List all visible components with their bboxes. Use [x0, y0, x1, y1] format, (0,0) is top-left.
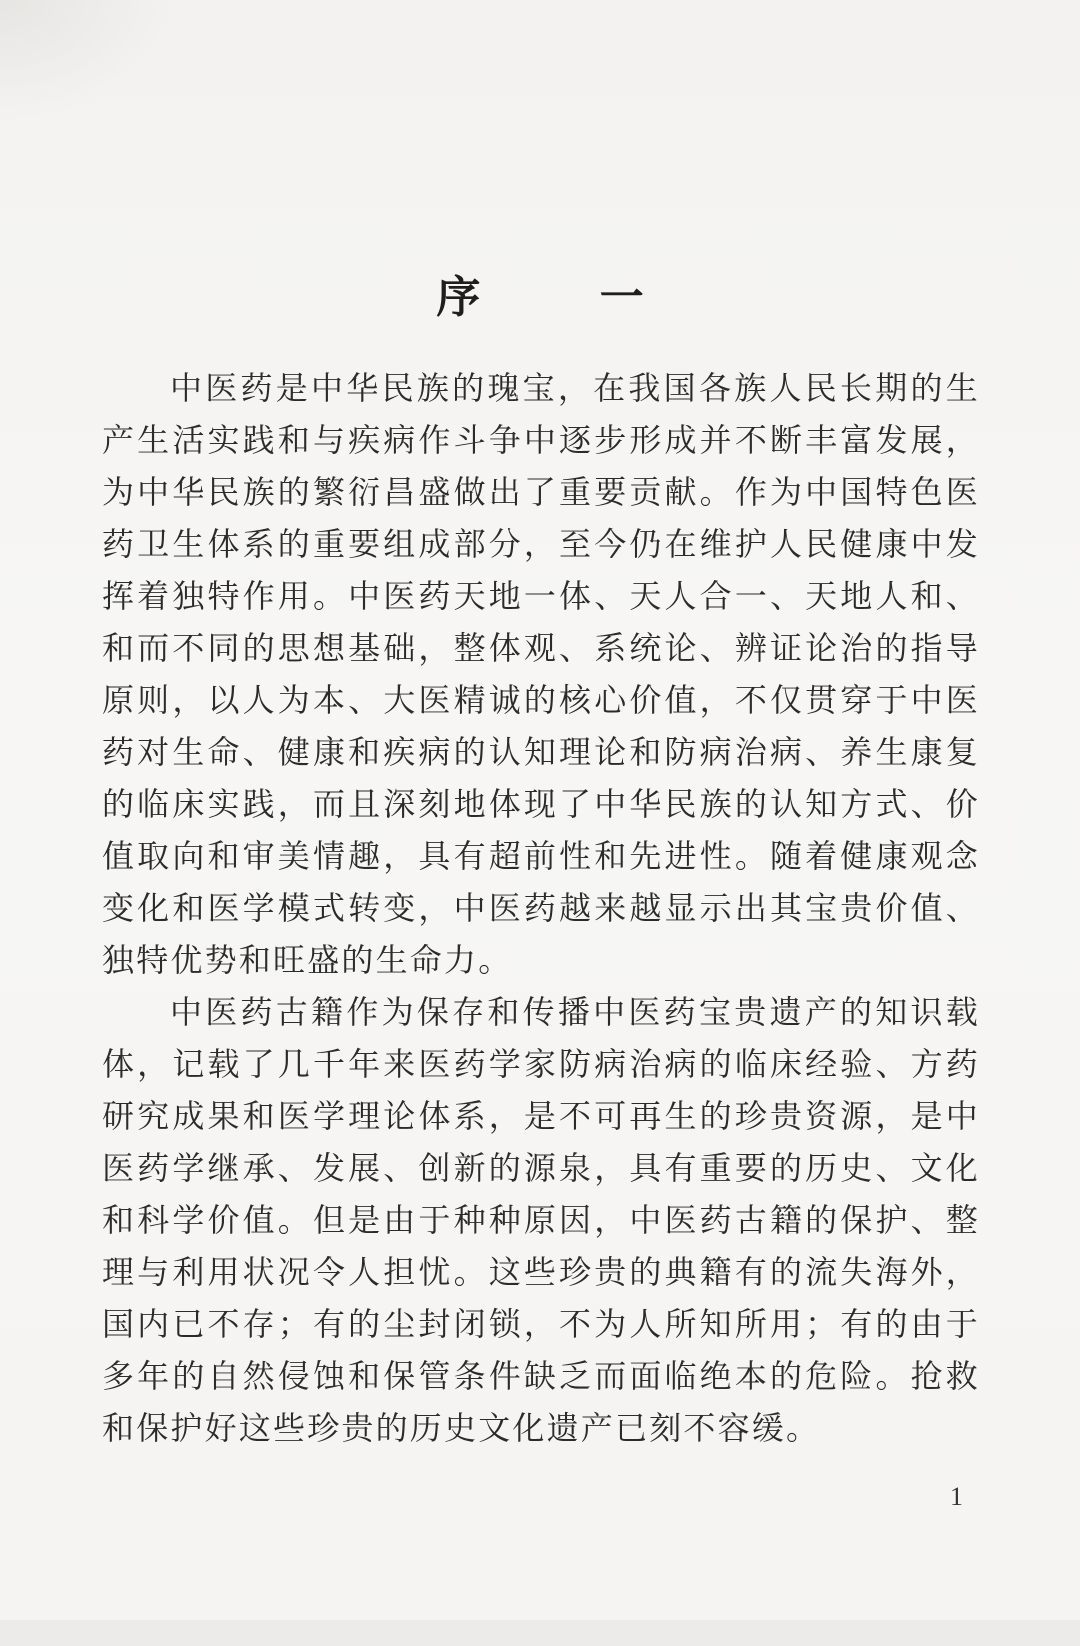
page-bottom-edge [0, 1620, 1080, 1646]
paragraph-1: 中医药是中华民族的瑰宝，在我国各族人民长期的生产生活实践和与疾病作斗争中逐步形成并不断丰富发展，为中华民族的繁衍昌盛做出了重要贡献。作为中国特色医药卫生体系的重要组成部分，至今仍在维护人民健康中发挥着独特作用。中医药天地一体、天人合一、天地人和、和而不同的思想基础，整体观、系统论、辨证论治的指导原则，以人为本、大医精诚的核心价值，不仅贯穿于中医药对生命、健康和疾病的认知理论和防病治病、养生康复的临床实践，而且深刻地体现了中华民族的认知方式、价值取向和审美情趣，具有超前性和先进性。随着健康观念变化和医学模式转变，中医药越来越显示出其宝贵价值、独特优势和旺盛的生命力。 [102, 369, 980, 979]
paragraph-2: 中医药古籍作为保存和传播中医药宝贵遗产的知识载体，记载了几千年来医药学家防病治病的临床经验、方药研究成果和医学理论体系，是不可再生的珍贵资源，是中医药学继承、发展、创新的源泉，具有重要的历史、文化和科学价值。但是由于种种原因，中医药古籍的保护、整理与利用状况令人担忧。这些珍贵的典籍有的流失海外，国内已不存；有的尘封闭锁，不为人所知所用；有的由于多年的自然侵蚀和保管条件缺乏而面临绝本的危险。抢救和保护好这些珍贵的历史文化遗产已刻不容缓。 [102, 993, 980, 1447]
page-corner-shadow [0, 0, 180, 120]
page-title: 序 一 [436, 272, 696, 324]
page-number: 1 [950, 1482, 963, 1511]
body-text [102, 362, 980, 1454]
